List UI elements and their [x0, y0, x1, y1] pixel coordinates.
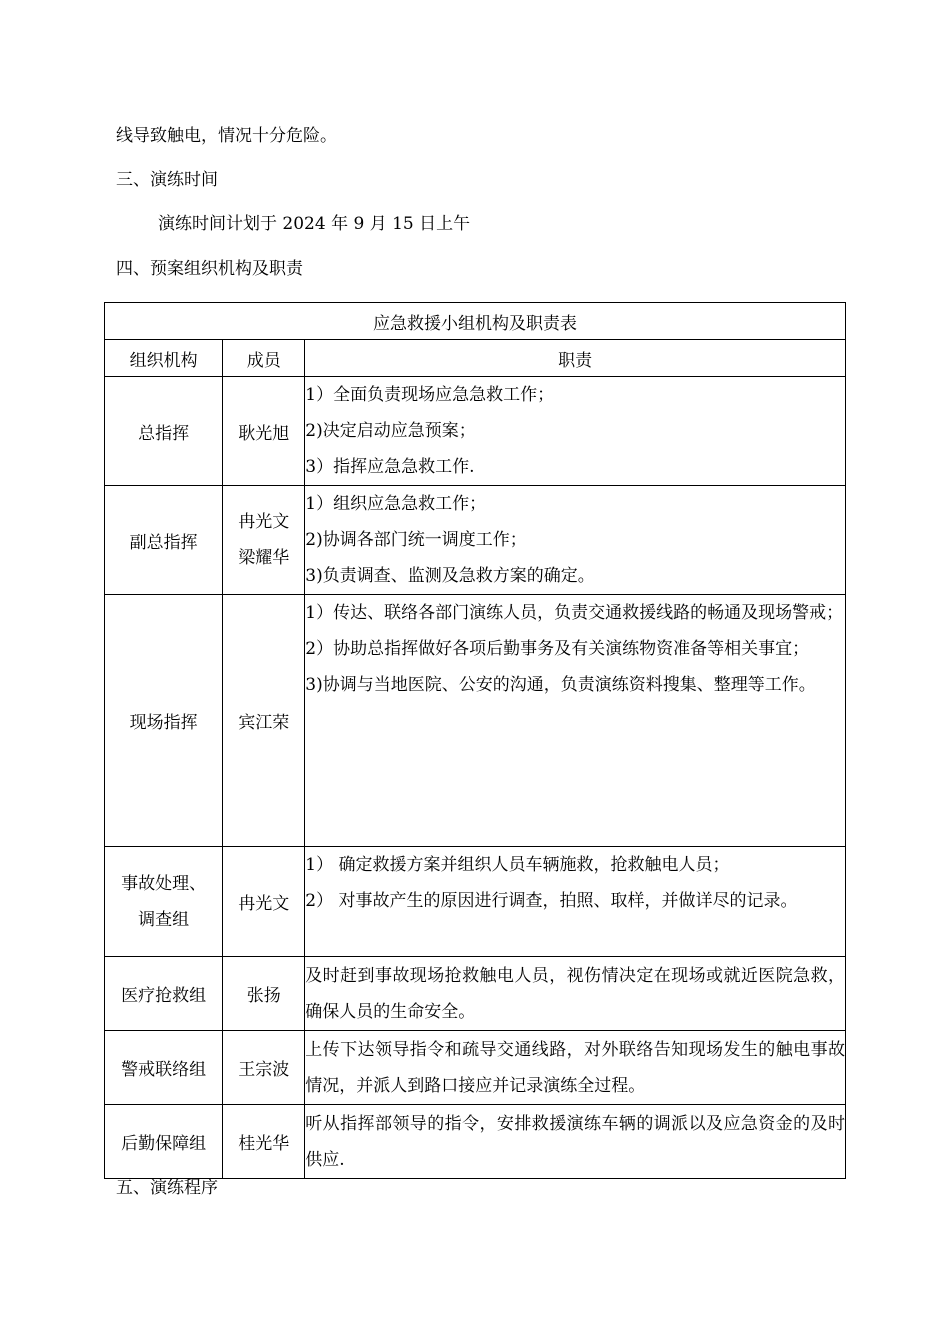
table-row — [105, 377, 846, 486]
member-name: 梁耀华 — [238, 548, 290, 568]
duty-line: 1）全面负责现场应急急救工作； — [305, 385, 555, 405]
header-members: 成员 — [223, 340, 305, 377]
duty-line: 1）传达、联络各部门演练人员，负责交通救援线路的畅通及现场警戒； — [305, 603, 844, 623]
members-cell: 王宗波 — [223, 1031, 305, 1105]
emergency-team-table — [104, 302, 846, 1179]
duty-line: 3）指挥应急急救工作. — [305, 457, 475, 477]
members-cell: 张扬 — [223, 957, 305, 1031]
duty-line: 2)决定启动应急预案； — [305, 421, 476, 441]
drill-time-text: 演练时间计划于 2024 年 9 月 15 日上午 — [158, 214, 471, 234]
duty-line: 3)负责调查、监测及急救方案的确定。 — [305, 566, 595, 586]
duties-cell — [305, 957, 846, 1031]
members-cell: 宾江荣 — [223, 595, 305, 847]
section-heading-procedure: 五、演练程序 — [116, 1178, 218, 1198]
org-line: 调查组 — [138, 909, 190, 930]
members-cell: 耿光旭 — [223, 377, 305, 486]
duty-line: 2)协调各部门统一调度工作； — [305, 530, 527, 550]
duties-cell — [305, 1105, 846, 1179]
duties-cell — [305, 486, 846, 595]
duty-line: 3)协调与当地医院、公安的沟通，负责演练资料搜集、整理等工作。 — [305, 675, 816, 695]
org-cell — [105, 847, 223, 957]
duty-line: 及时赶到事故现场抢救触电人员，视伤情决定在现场或就近医院急救，确保人员的生命安全。 — [305, 965, 845, 1022]
org-cell: 医疗抢救组 — [105, 957, 223, 1031]
members-cell — [223, 486, 305, 595]
header-org: 组织机构 — [105, 340, 223, 377]
org-cell: 副总指挥 — [105, 486, 223, 595]
body-paragraph: 线导致触电，情况十分危险。 — [116, 126, 337, 146]
table-header-row — [105, 340, 846, 377]
duties-cell — [305, 595, 846, 847]
table-row — [105, 957, 846, 1031]
duties-cell — [305, 377, 846, 486]
duty-line: 听从指挥部领导的指令，安排救援演练车辆的调派以及应急资金的及时供应. — [305, 1113, 845, 1170]
duty-line: 上传下达领导指令和疏导交通线路，对外联络告知现场发生的触电事故情况，并派人到路口接应并记录演练全过程。 — [305, 1039, 845, 1096]
duty-line: 1）组织应急急救工作； — [305, 494, 487, 514]
org-line: 事故处理、 — [121, 873, 207, 894]
org-cell: 警戒联络组 — [105, 1031, 223, 1105]
members-cell: 冉光文 — [223, 847, 305, 957]
table-caption: 应急救援小组机构及职责表 — [105, 303, 846, 340]
org-cell: 现场指挥 — [105, 595, 223, 847]
members-cell: 桂光华 — [223, 1105, 305, 1179]
org-cell: 后勤保障组 — [105, 1105, 223, 1179]
duties-cell — [305, 847, 846, 957]
table-row — [105, 486, 846, 595]
table-row — [105, 1105, 846, 1179]
duty-line: 1） 确定救援方案并组织人员车辆施救，抢救触电人员； — [305, 855, 730, 875]
section-heading-time: 三、演练时间 — [116, 170, 218, 190]
table-row — [105, 595, 846, 847]
header-duties: 职责 — [305, 340, 846, 377]
table-row — [105, 1031, 846, 1105]
duty-line: 2）协助总指挥做好各项后勤事务及有关演练物资准备等相关事宜； — [305, 639, 810, 659]
org-cell: 总指挥 — [105, 377, 223, 486]
duties-cell — [305, 1031, 846, 1105]
member-name: 冉光文 — [238, 512, 290, 532]
duty-line: 2） 对事故产生的原因进行调查，拍照、取样，并做详尽的记录。 — [305, 891, 798, 911]
section-heading-organization: 四、预案组织机构及职责 — [116, 259, 303, 279]
table-row — [105, 847, 846, 957]
